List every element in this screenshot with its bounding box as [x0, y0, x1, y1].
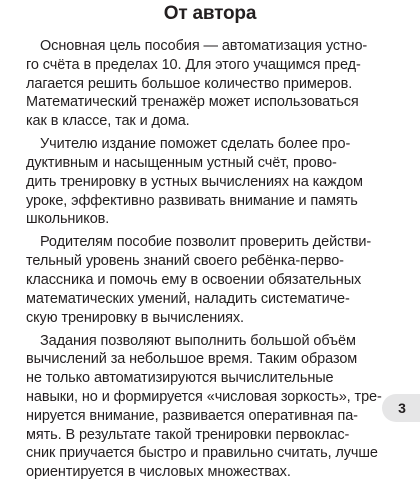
page-number-tab — [382, 394, 420, 422]
text-line: го счёта в пределах 10. Для этого учащимся пред- — [26, 56, 361, 73]
text-line: как в классе, так и дома. — [26, 113, 190, 130]
text-line: Учителю издание поможет сделать более про- — [40, 136, 351, 153]
paragraph-goal — [26, 37, 401, 131]
text-line: скую тренировку в вычислениях. — [26, 309, 244, 326]
text-line: математических умений, наладить систематиче- — [26, 290, 350, 307]
text-line: школьников. — [26, 211, 110, 228]
text-line: Математический тренажёр может использоваться — [26, 94, 359, 111]
text-line: уроке, эффективно развивать внимание и память — [26, 192, 358, 209]
text-line: навыки, но и формируется «числовая зоркость», тре- — [26, 388, 382, 405]
text-line: классника и помочь ему в освоении обязательных — [26, 271, 362, 288]
body-text — [26, 37, 401, 486]
text-line: дить тренировку в устных вычислениях на каждом — [26, 173, 363, 190]
paragraph-tasks — [26, 332, 401, 482]
paragraph-teacher — [26, 135, 401, 229]
page-number: 3 — [398, 400, 406, 416]
text-line: лагается решить большое количество примеров. — [26, 75, 353, 92]
text-line: тельный уровень знаний своего ребёнка-перво- — [26, 253, 344, 270]
text-line: не только автоматизируются вычислительные — [26, 370, 334, 387]
paragraph-parents — [26, 233, 401, 327]
text-line: сник приучается быстро и правильно считать, лучше — [26, 445, 378, 462]
text-line: дуктивным и насыщенным устный счёт, прово- — [26, 154, 337, 171]
text-line: Задания позволяют выполнить большой объём — [40, 332, 356, 349]
text-line: мять. В результате такой тренировки первоклас- — [26, 426, 350, 443]
text-line: нируется внимание, развивается оперативная па- — [26, 407, 358, 424]
text-line: Родителям пособие позволит проверить действи- — [40, 234, 372, 251]
page-heading: От автора — [163, 3, 257, 24]
text-line: Основная цель пособия — автоматизация устно- — [40, 38, 368, 54]
text-line: ориентируется в числовых множествах. — [26, 464, 291, 481]
text-line: вычислений за небольшое время. Таким образом — [26, 351, 358, 368]
